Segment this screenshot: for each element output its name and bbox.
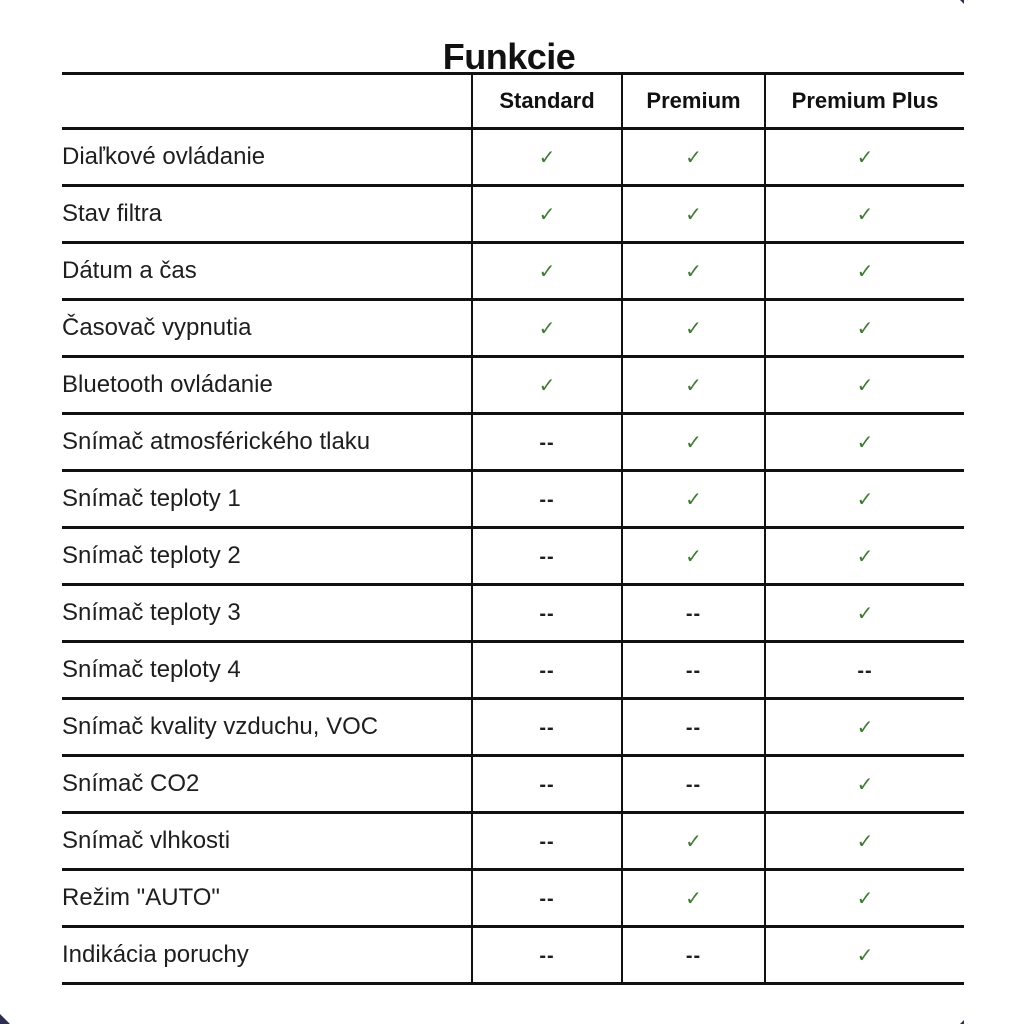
corner-accent-bottom-left (0, 1014, 10, 1024)
dash-icon: -- (539, 660, 555, 682)
feature-label: Indikácia poruchy (62, 927, 472, 984)
dash-icon: -- (539, 546, 555, 568)
table-row (62, 129, 964, 186)
cell-premium-plus (765, 585, 964, 642)
header-standard: Standard (472, 74, 622, 129)
table-row (62, 528, 964, 585)
check-icon: ✓ (538, 145, 556, 169)
table-row (62, 414, 964, 471)
table-row (62, 243, 964, 300)
header-premium-plus: Premium Plus (765, 74, 964, 129)
cell-premium (622, 186, 765, 243)
check-icon: ✓ (856, 544, 874, 568)
check-icon: ✓ (685, 487, 702, 511)
cell-standard (472, 300, 622, 357)
cell-premium (622, 756, 765, 813)
check-icon: ✓ (856, 259, 874, 283)
feature-rows (62, 129, 964, 984)
check-icon: ✓ (856, 487, 874, 511)
cell-premium (622, 699, 765, 756)
header-feature (62, 74, 472, 129)
feature-label: Snímač teploty 1 (62, 471, 472, 528)
check-icon: ✓ (685, 829, 702, 853)
cell-premium-plus (765, 129, 964, 186)
check-icon: ✓ (685, 544, 702, 568)
dash-icon: -- (539, 774, 555, 796)
header-premium: Premium (622, 74, 765, 129)
cell-premium-plus (765, 927, 964, 984)
cell-standard (472, 699, 622, 756)
check-icon: ✓ (856, 316, 874, 340)
feature-label: Snímač CO2 (62, 756, 472, 813)
dash-icon: -- (685, 717, 702, 739)
header-row (62, 74, 964, 129)
dash-icon: -- (539, 489, 555, 511)
table-row (62, 186, 964, 243)
check-icon: ✓ (856, 430, 874, 454)
cell-premium-plus (765, 186, 964, 243)
cell-premium (622, 528, 765, 585)
table-row (62, 813, 964, 870)
cell-premium (622, 870, 765, 927)
table-row (62, 471, 964, 528)
cell-premium (622, 357, 765, 414)
check-icon: ✓ (538, 202, 556, 226)
dash-icon: -- (685, 603, 702, 625)
cell-premium-plus (765, 813, 964, 870)
check-icon: ✓ (538, 316, 556, 340)
dash-icon: -- (685, 660, 702, 682)
cell-premium-plus (765, 357, 964, 414)
feature-label: Režim "AUTO" (62, 870, 472, 927)
cell-premium-plus (765, 414, 964, 471)
feature-label: Snímač vlhkosti (62, 813, 472, 870)
cell-premium-plus (765, 642, 964, 699)
feature-label: Snímač teploty 2 (62, 528, 472, 585)
cell-standard (472, 414, 622, 471)
cell-premium-plus (765, 870, 964, 927)
check-icon: ✓ (856, 886, 874, 910)
feature-label: Snímač atmosférického tlaku (62, 414, 472, 471)
check-icon: ✓ (685, 259, 702, 283)
cell-premium (622, 585, 765, 642)
dash-icon: -- (539, 432, 555, 454)
check-icon: ✓ (856, 715, 874, 739)
check-icon: ✓ (685, 145, 702, 169)
feature-label: Stav filtra (62, 186, 472, 243)
cell-standard (472, 528, 622, 585)
check-icon: ✓ (856, 145, 874, 169)
cell-standard (472, 756, 622, 813)
table-row (62, 756, 964, 813)
cell-premium (622, 414, 765, 471)
dash-icon: -- (539, 603, 555, 625)
dash-icon: -- (857, 660, 873, 682)
cell-premium (622, 813, 765, 870)
page-margin (964, 0, 1024, 1024)
table-row (62, 585, 964, 642)
cell-premium-plus (765, 300, 964, 357)
cell-premium (622, 243, 765, 300)
page-title: Funkcie (442, 36, 576, 78)
cell-standard (472, 186, 622, 243)
dash-icon: -- (539, 888, 555, 910)
feature-label: Bluetooth ovládanie (62, 357, 472, 414)
cell-standard (472, 585, 622, 642)
cell-premium-plus (765, 471, 964, 528)
check-icon: ✓ (685, 373, 702, 397)
features-table (62, 72, 964, 985)
cell-premium-plus (765, 756, 964, 813)
cell-standard (472, 129, 622, 186)
check-icon: ✓ (685, 316, 702, 340)
check-icon: ✓ (685, 886, 702, 910)
table-row (62, 870, 964, 927)
check-icon: ✓ (856, 202, 874, 226)
cell-standard (472, 927, 622, 984)
feature-label: Snímač kvality vzduchu, VOC (62, 699, 472, 756)
cell-premium-plus (765, 243, 964, 300)
table-row (62, 699, 964, 756)
check-icon: ✓ (538, 373, 556, 397)
cell-premium-plus (765, 528, 964, 585)
cell-premium (622, 129, 765, 186)
cell-premium (622, 642, 765, 699)
check-icon: ✓ (856, 373, 874, 397)
dash-icon: -- (539, 831, 555, 853)
cell-premium (622, 471, 765, 528)
check-icon: ✓ (685, 202, 702, 226)
dash-icon: -- (539, 717, 555, 739)
cell-standard (472, 642, 622, 699)
dash-icon: -- (685, 945, 702, 967)
cell-standard (472, 870, 622, 927)
cell-standard (472, 471, 622, 528)
feature-label: Diaľkové ovládanie (62, 129, 472, 186)
check-icon: ✓ (856, 943, 874, 967)
table-row (62, 927, 964, 984)
dash-icon: -- (539, 945, 555, 967)
feature-label: Snímač teploty 4 (62, 642, 472, 699)
feature-label: Časovač vypnutia (62, 300, 472, 357)
cell-premium-plus (765, 699, 964, 756)
cell-premium (622, 927, 765, 984)
cell-standard (472, 243, 622, 300)
feature-label: Snímač teploty 3 (62, 585, 472, 642)
check-icon: ✓ (685, 430, 702, 454)
check-icon: ✓ (538, 259, 556, 283)
table-row (62, 357, 964, 414)
table-row (62, 300, 964, 357)
cell-standard (472, 813, 622, 870)
cell-standard (472, 357, 622, 414)
dash-icon: -- (685, 774, 702, 796)
check-icon: ✓ (856, 772, 874, 796)
feature-label: Dátum a čas (62, 243, 472, 300)
table-row (62, 642, 964, 699)
cell-premium (622, 300, 765, 357)
check-icon: ✓ (856, 601, 874, 625)
check-icon: ✓ (856, 829, 874, 853)
